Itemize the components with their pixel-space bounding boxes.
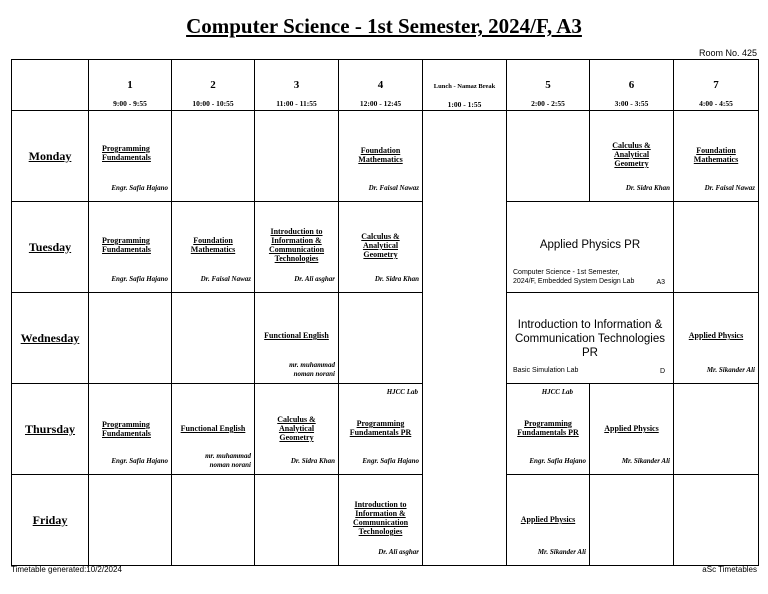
lesson-teacher: Dr. Faisal Nawaz <box>200 275 251 283</box>
header-row <box>12 60 759 111</box>
lesson-teacher: Engr. Safia Hajano <box>529 457 586 465</box>
empty-cell <box>255 111 339 202</box>
period-header <box>172 60 255 111</box>
lesson-subject: Functional English <box>264 331 329 340</box>
lab-group: A3 <box>656 279 665 286</box>
lesson-subject: Introduction to Information & Communication Technologies <box>352 500 409 536</box>
lesson-teacher: Dr. Ali asghar <box>294 275 335 283</box>
day-row-wednesday <box>12 293 759 384</box>
lesson-subject: Calculus & Analytical Geometry <box>361 232 400 259</box>
empty-cell <box>89 293 172 384</box>
lesson-teacher: Engr. Safia Hajano <box>111 457 168 465</box>
lesson-subject: Applied Physics <box>520 515 576 524</box>
period-header <box>339 60 423 111</box>
lab-subject: Applied Physics PR <box>539 239 641 251</box>
empty-cell <box>507 111 590 202</box>
lesson-cell[interactable] <box>89 202 172 293</box>
lesson-subject: Programming Fundamentals PR <box>349 419 412 437</box>
lesson-subject: Foundation Mathematics <box>693 146 739 164</box>
lesson-cell[interactable] <box>255 293 339 384</box>
footer-generated: Timetable generated:10/2/2024 <box>11 565 122 574</box>
period-time: 1:00 - 1:55 <box>447 100 482 109</box>
lesson-teacher: Dr. Faisal Nawaz <box>368 184 419 192</box>
lesson-teacher: Dr. Sidra Khan <box>625 184 670 192</box>
empty-cell <box>590 475 674 566</box>
lesson-cell[interactable] <box>255 384 339 475</box>
lesson-teacher: Dr. Sidra Khan <box>374 275 419 283</box>
lesson-teacher: Dr. Ali asghar <box>378 548 419 556</box>
period-time: 11:00 - 11:55 <box>276 98 317 108</box>
lesson-teacher: Engr. Safia Hajano <box>111 184 168 192</box>
lesson-subject: Introduction to Information & Communication Technologies <box>268 227 325 263</box>
lesson-teacher: mr. muhammad noman norani <box>289 361 335 378</box>
period-time: 4:00 - 4:55 <box>699 98 733 108</box>
lunch-label: Lunch - Namaz Break <box>433 83 496 90</box>
period-header <box>674 60 759 111</box>
lunch-header <box>423 60 507 111</box>
day-label: Tuesday <box>12 202 89 293</box>
footer-brand: aSc Timetables <box>702 565 757 574</box>
day-row-thursday <box>12 384 759 475</box>
lesson-room: HJCC Lab <box>541 388 573 396</box>
empty-cell <box>89 475 172 566</box>
period-time: 9:00 - 9:55 <box>113 98 147 108</box>
day-row-friday <box>12 475 759 566</box>
lesson-cell[interactable] <box>590 111 674 202</box>
period-number: 5 <box>545 78 551 91</box>
empty-cell <box>674 384 759 475</box>
empty-cell <box>339 293 423 384</box>
lesson-cell[interactable] <box>590 384 674 475</box>
lesson-cell[interactable] <box>339 384 423 475</box>
lesson-cell[interactable] <box>339 202 423 293</box>
lesson-subject: Programming Fundamentals PR <box>517 419 579 437</box>
period-time: 3:00 - 3:55 <box>614 98 649 108</box>
empty-cell <box>172 475 255 566</box>
lesson-teacher: Engr. Safia Hajano <box>362 457 419 465</box>
empty-cell <box>172 293 255 384</box>
period-number: 3 <box>293 78 300 91</box>
lesson-subject: Calculus & Analytical Geometry <box>612 141 651 168</box>
empty-cell <box>674 475 759 566</box>
room-number: Room No. 425 <box>698 48 757 58</box>
period-number: 1 <box>127 78 133 91</box>
lesson-subject: Programming Fundamentals <box>102 144 151 162</box>
lesson-subject: Programming Fundamentals <box>102 420 151 438</box>
period-number: 7 <box>713 78 719 91</box>
day-row-tuesday <box>12 202 759 293</box>
day-row-monday <box>12 111 759 202</box>
empty-cell <box>255 475 339 566</box>
lesson-cell[interactable] <box>339 111 423 202</box>
corner-cell <box>12 60 89 111</box>
lesson-teacher: Dr. Faisal Nawaz <box>704 184 755 192</box>
lab-subject: Introduction to Information & Communication Technologies PR <box>514 319 665 359</box>
timetable-grid <box>11 59 759 566</box>
empty-cell <box>172 111 255 202</box>
lesson-cell[interactable] <box>172 202 255 293</box>
lesson-subject: Foundation Mathematics <box>358 146 403 164</box>
lab-group: D <box>659 368 665 375</box>
lesson-subject: Functional English <box>180 424 246 433</box>
period-header <box>255 60 339 111</box>
day-label: Monday <box>12 111 89 202</box>
lesson-subject: Foundation Mathematics <box>190 236 236 254</box>
lesson-teacher: Mr. Sikander Ali <box>537 548 586 556</box>
lesson-cell[interactable] <box>339 475 423 566</box>
lunch-column <box>423 111 507 566</box>
lesson-cell[interactable] <box>89 384 172 475</box>
period-header <box>89 60 172 111</box>
period-number: 4 <box>377 78 384 91</box>
lesson-subject: Programming Fundamentals <box>102 236 151 254</box>
lesson-subject: Calculus & Analytical Geometry <box>277 415 316 442</box>
lesson-cell[interactable] <box>507 475 590 566</box>
period-time: 2:00 - 2:55 <box>531 98 565 108</box>
empty-cell <box>674 202 759 293</box>
day-label: Thursday <box>12 384 89 475</box>
lesson-teacher: mr. muhammad noman norani <box>205 452 251 469</box>
lesson-cell[interactable] <box>172 384 255 475</box>
lesson-teacher: Dr. Sidra Khan <box>290 457 335 465</box>
lesson-subject: Applied Physics <box>688 331 744 340</box>
lesson-teacher: Engr. Safia Hajano <box>111 275 168 283</box>
lab-cell[interactable] <box>507 202 674 293</box>
lesson-room: HJCC Lab <box>386 388 418 396</box>
lesson-cell[interactable] <box>89 111 172 202</box>
lesson-cell[interactable] <box>507 384 590 475</box>
period-number: 2 <box>210 78 216 91</box>
lesson-teacher: Mr. Sikander Ali <box>706 366 755 374</box>
lab-location: Computer Science - 1st Semester, 2024/F, Embedded System Design Lab <box>513 269 635 285</box>
lab-cell[interactable] <box>507 293 674 384</box>
period-header <box>590 60 674 111</box>
day-label: Wednesday <box>12 293 89 384</box>
lesson-cell[interactable] <box>674 111 759 202</box>
period-number: 6 <box>628 78 635 91</box>
lesson-cell[interactable] <box>674 293 759 384</box>
lesson-subject: Applied Physics <box>604 424 659 433</box>
lab-location: Basic Simulation Lab <box>513 367 579 374</box>
page-title: Computer Science - 1st Semester, 2024/F, A3 <box>186 14 582 38</box>
period-header <box>507 60 590 111</box>
period-time: 10:00 - 10:55 <box>192 98 234 108</box>
period-time: 12:00 - 12:45 <box>359 98 402 108</box>
day-label: Friday <box>12 475 89 566</box>
lesson-cell[interactable] <box>255 202 339 293</box>
lesson-teacher: Mr. Sikander Ali <box>621 457 670 465</box>
